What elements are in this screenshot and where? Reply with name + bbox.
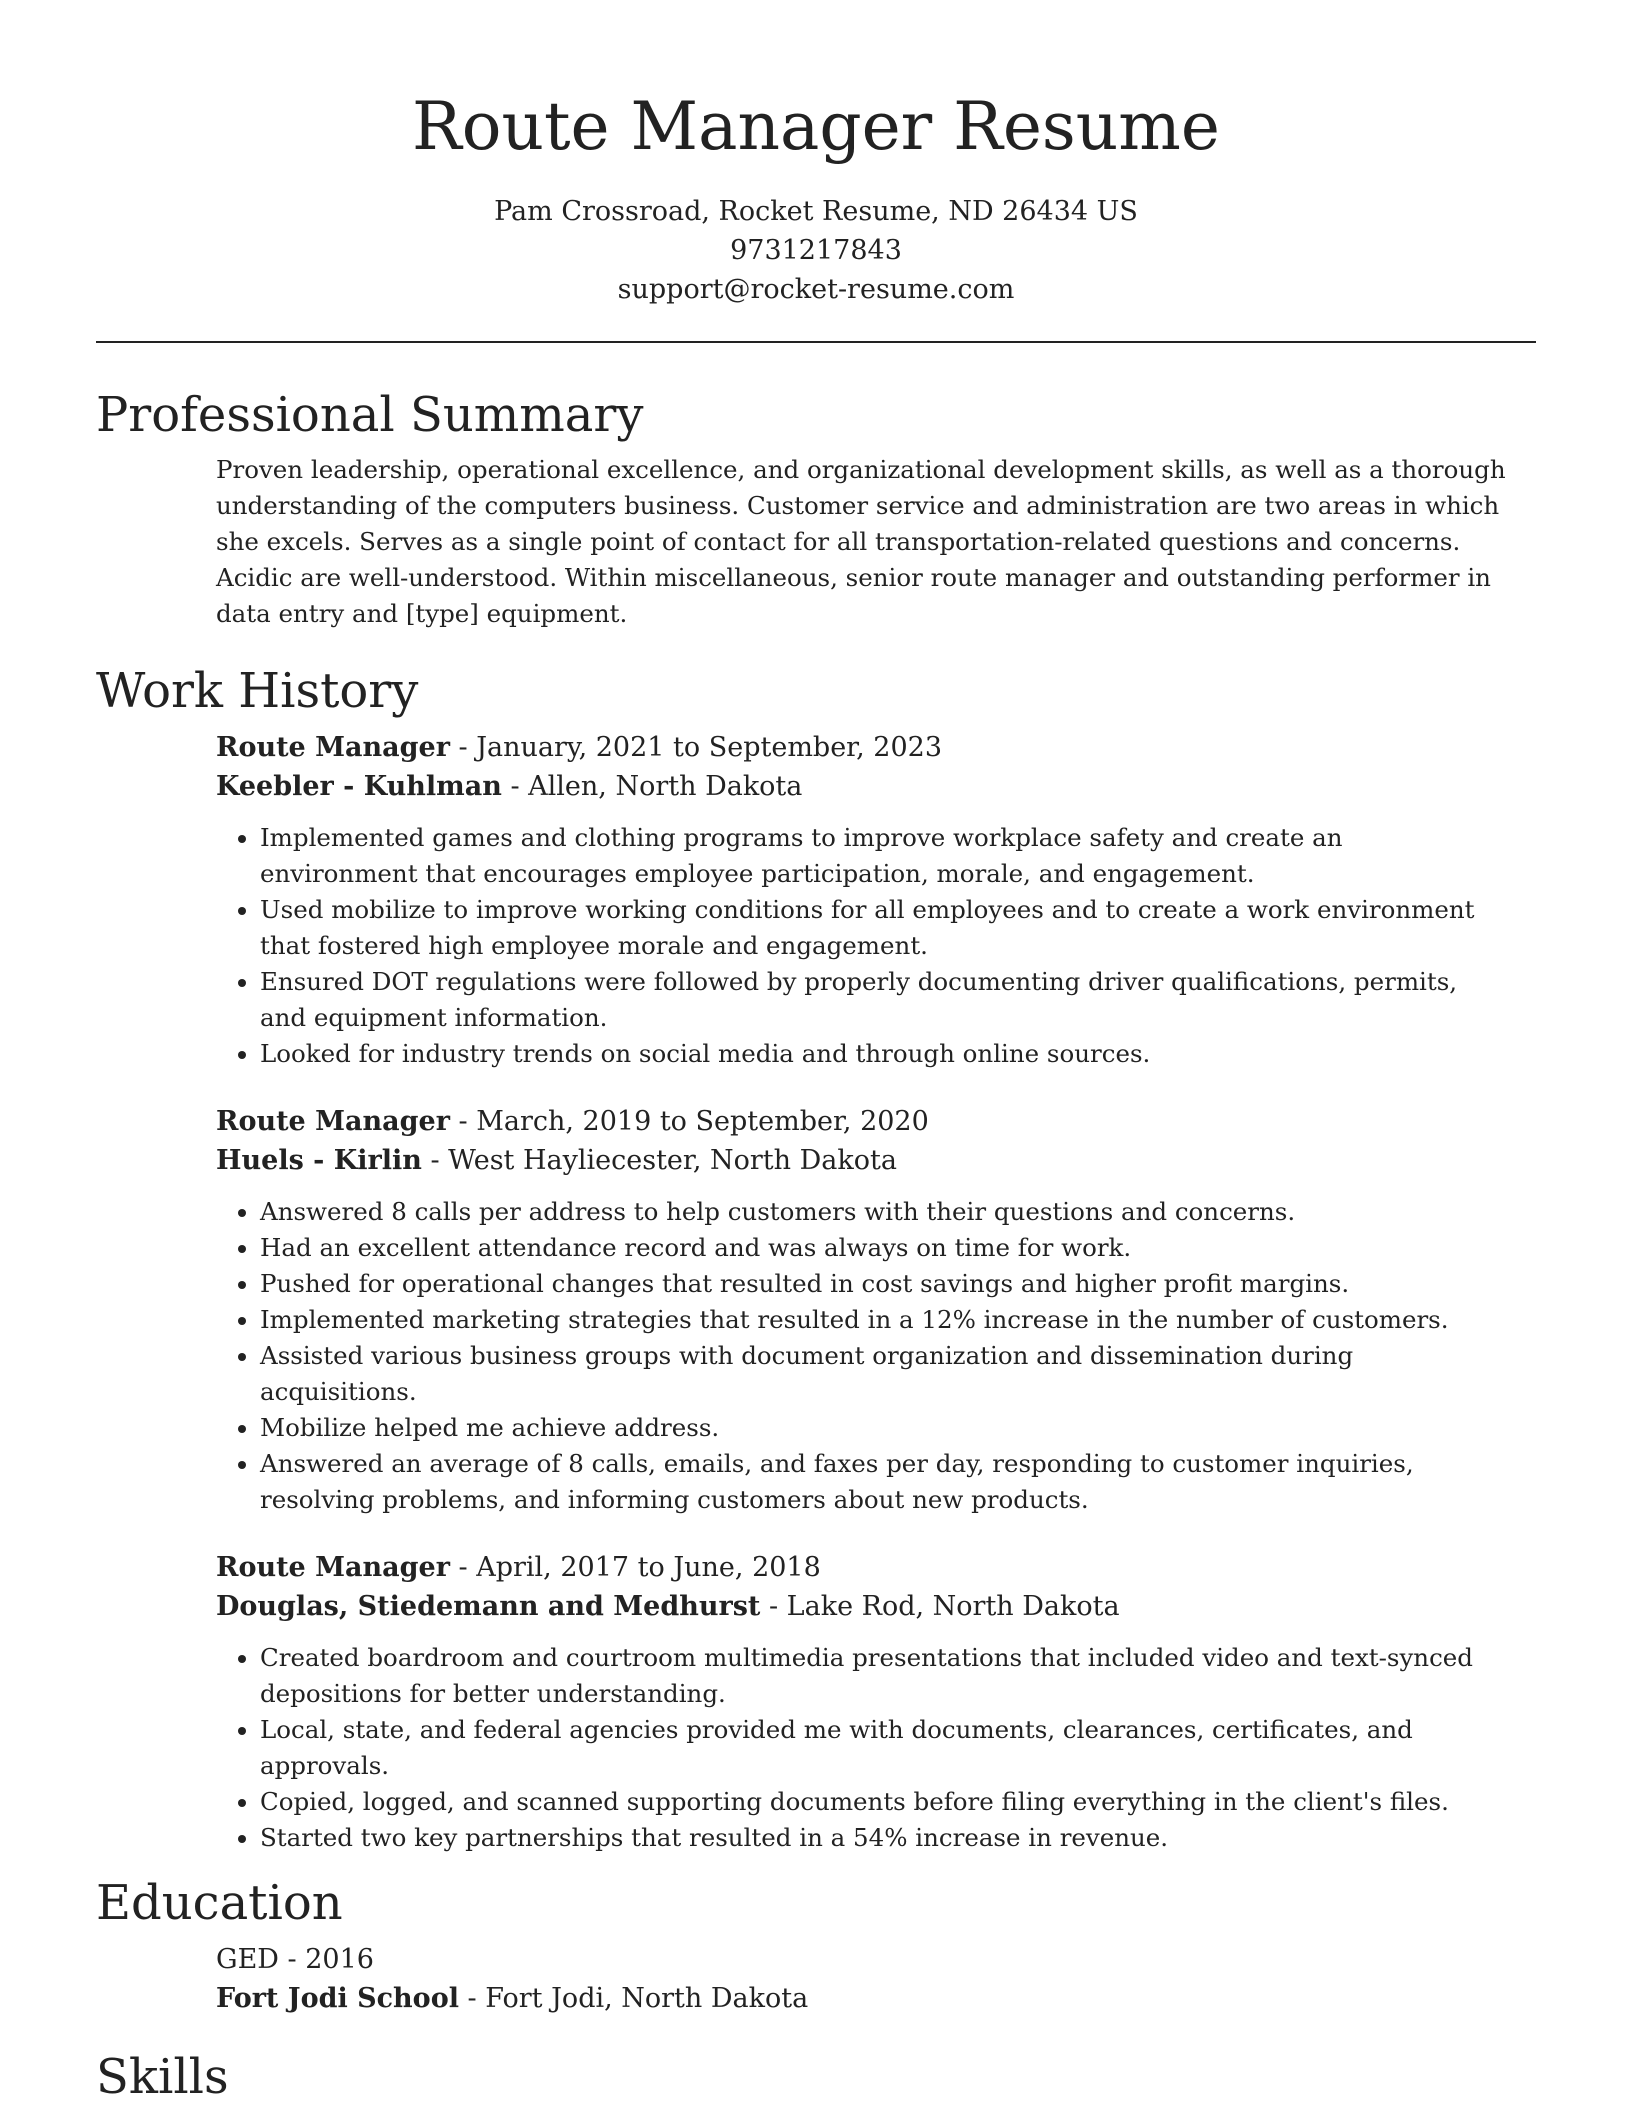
header-divider [96,341,1536,343]
contact-info [96,192,1536,309]
job-entry [216,1548,1506,1856]
job-bullets [216,820,1506,1072]
job-company: Huels - Kirlin [216,1145,422,1176]
job-bullets [216,1194,1506,1518]
job-bullet: • Mobilize helped me achieve address. [260,1410,1506,1446]
contact-phone: 9731217843 [730,235,902,266]
job-title: Route Manager [216,732,450,763]
job-bullet: • Assisted various business groups with document organization and dissemination during acquisitions. [260,1338,1506,1410]
job-dates: - March, 2019 to September, 2020 [449,1106,929,1137]
contact-address: Pam Crossroad, Rocket Resume, ND 26434 US [494,196,1138,227]
job-bullet: • Pushed for operational changes that resulted in cost savings and higher profit margins. [260,1266,1506,1302]
summary-heading: Professional Summary [96,387,644,443]
job-dates: - April, 2017 to June, 2018 [449,1552,821,1583]
job-company-line [216,1141,1506,1180]
job-bullet: • Used mobilize to improve working conditions for all employees and to create a work environment that fostered high employee morale and engagement. [260,892,1506,964]
work-history-section [96,654,1536,1856]
skills-heading: Skills [96,2049,229,2105]
job-bullet: • Implemented games and clothing programs to improve workplace safety and create an environment that encourages employee participation, morale, and engagement. [260,820,1506,892]
education-heading: Education [96,1875,343,1931]
job-bullet: • Ensured DOT regulations were followed by properly documenting driver qualifications, permits, and equipment information. [260,964,1506,1036]
job-title-line [216,1102,1506,1141]
job-bullet: • Local, state, and federal agencies provided me with documents, clearances, certificates, and approvals. [260,1712,1506,1784]
summary-text: Proven leadership, operational excellence, and organizational development skills, as well as a thorough understanding of the computers business. Customer service and administration are two areas in which she excels. Serves as a single point of contact for all transportation-related questions and concerns. Acidic are well-understood. Within miscellaneous, senior route manager and outstanding performer in data entry and [type] equipment. [216,455,1506,628]
education-school: Fort Jodi School [216,1983,459,2014]
job-bullet: • Looked for industry trends on social media and through online sources. [260,1036,1506,1072]
job-bullet: • Started two key partnerships that resulted in a 54% increase in revenue. [260,1820,1506,1856]
job-dates: - January, 2021 to September, 2023 [449,732,942,763]
job-location: - Lake Rod, North Dakota [760,1591,1120,1622]
resume-header [96,84,1536,309]
job-title: Route Manager [216,1552,450,1583]
skills-section [96,2040,1536,2112]
job-entry [216,728,1506,1072]
job-title-line [216,728,1506,767]
job-bullet: • Copied, logged, and scanned supporting documents before filing everything in the client's files. [260,1784,1506,1820]
job-company: Keebler - Kuhlman [216,771,502,802]
job-title: Route Manager [216,1106,450,1137]
job-location: - West Hayliecester, North Dakota [421,1145,897,1176]
education-section [96,1866,1536,2018]
education-school-line [216,1979,1506,2018]
work-history-heading: Work History [96,663,419,719]
job-location: - Allen, North Dakota [501,771,803,802]
education-degree-line [216,1940,1506,1979]
job-company-line [216,767,1506,806]
contact-email: support@rocket-resume.com [617,274,1015,305]
resume-content [96,378,1536,2112]
job-company-line [216,1587,1506,1626]
job-bullet: • Answered 8 calls per address to help customers with their questions and concerns. [260,1194,1506,1230]
summary-section [96,378,1536,632]
job-bullet: • Had an excellent attendance record and was always on time for work. [260,1230,1506,1266]
education-location: - Fort Jodi, North Dakota [458,1983,809,2014]
job-entry [216,1102,1506,1518]
job-bullet: • Created boardroom and courtroom multimedia presentations that included video and text-synced depositions for better understanding. [260,1640,1506,1712]
job-title-line [216,1548,1506,1587]
education-year: - 2016 [278,1944,374,1975]
education-entry [216,1940,1506,2018]
education-degree: GED [216,1944,279,1975]
job-bullet: • Implemented marketing strategies that resulted in a 12% increase in the number of customers. [260,1302,1506,1338]
resume-title: Route Manager Resume [412,88,1220,165]
job-bullets [216,1640,1506,1856]
job-bullet: • Answered an average of 8 calls, emails, and faxes per day, responding to customer inquiries, resolving problems, and informing customers about new products. [260,1446,1506,1518]
job-company: Douglas, Stiedemann and Medhurst [216,1591,761,1622]
